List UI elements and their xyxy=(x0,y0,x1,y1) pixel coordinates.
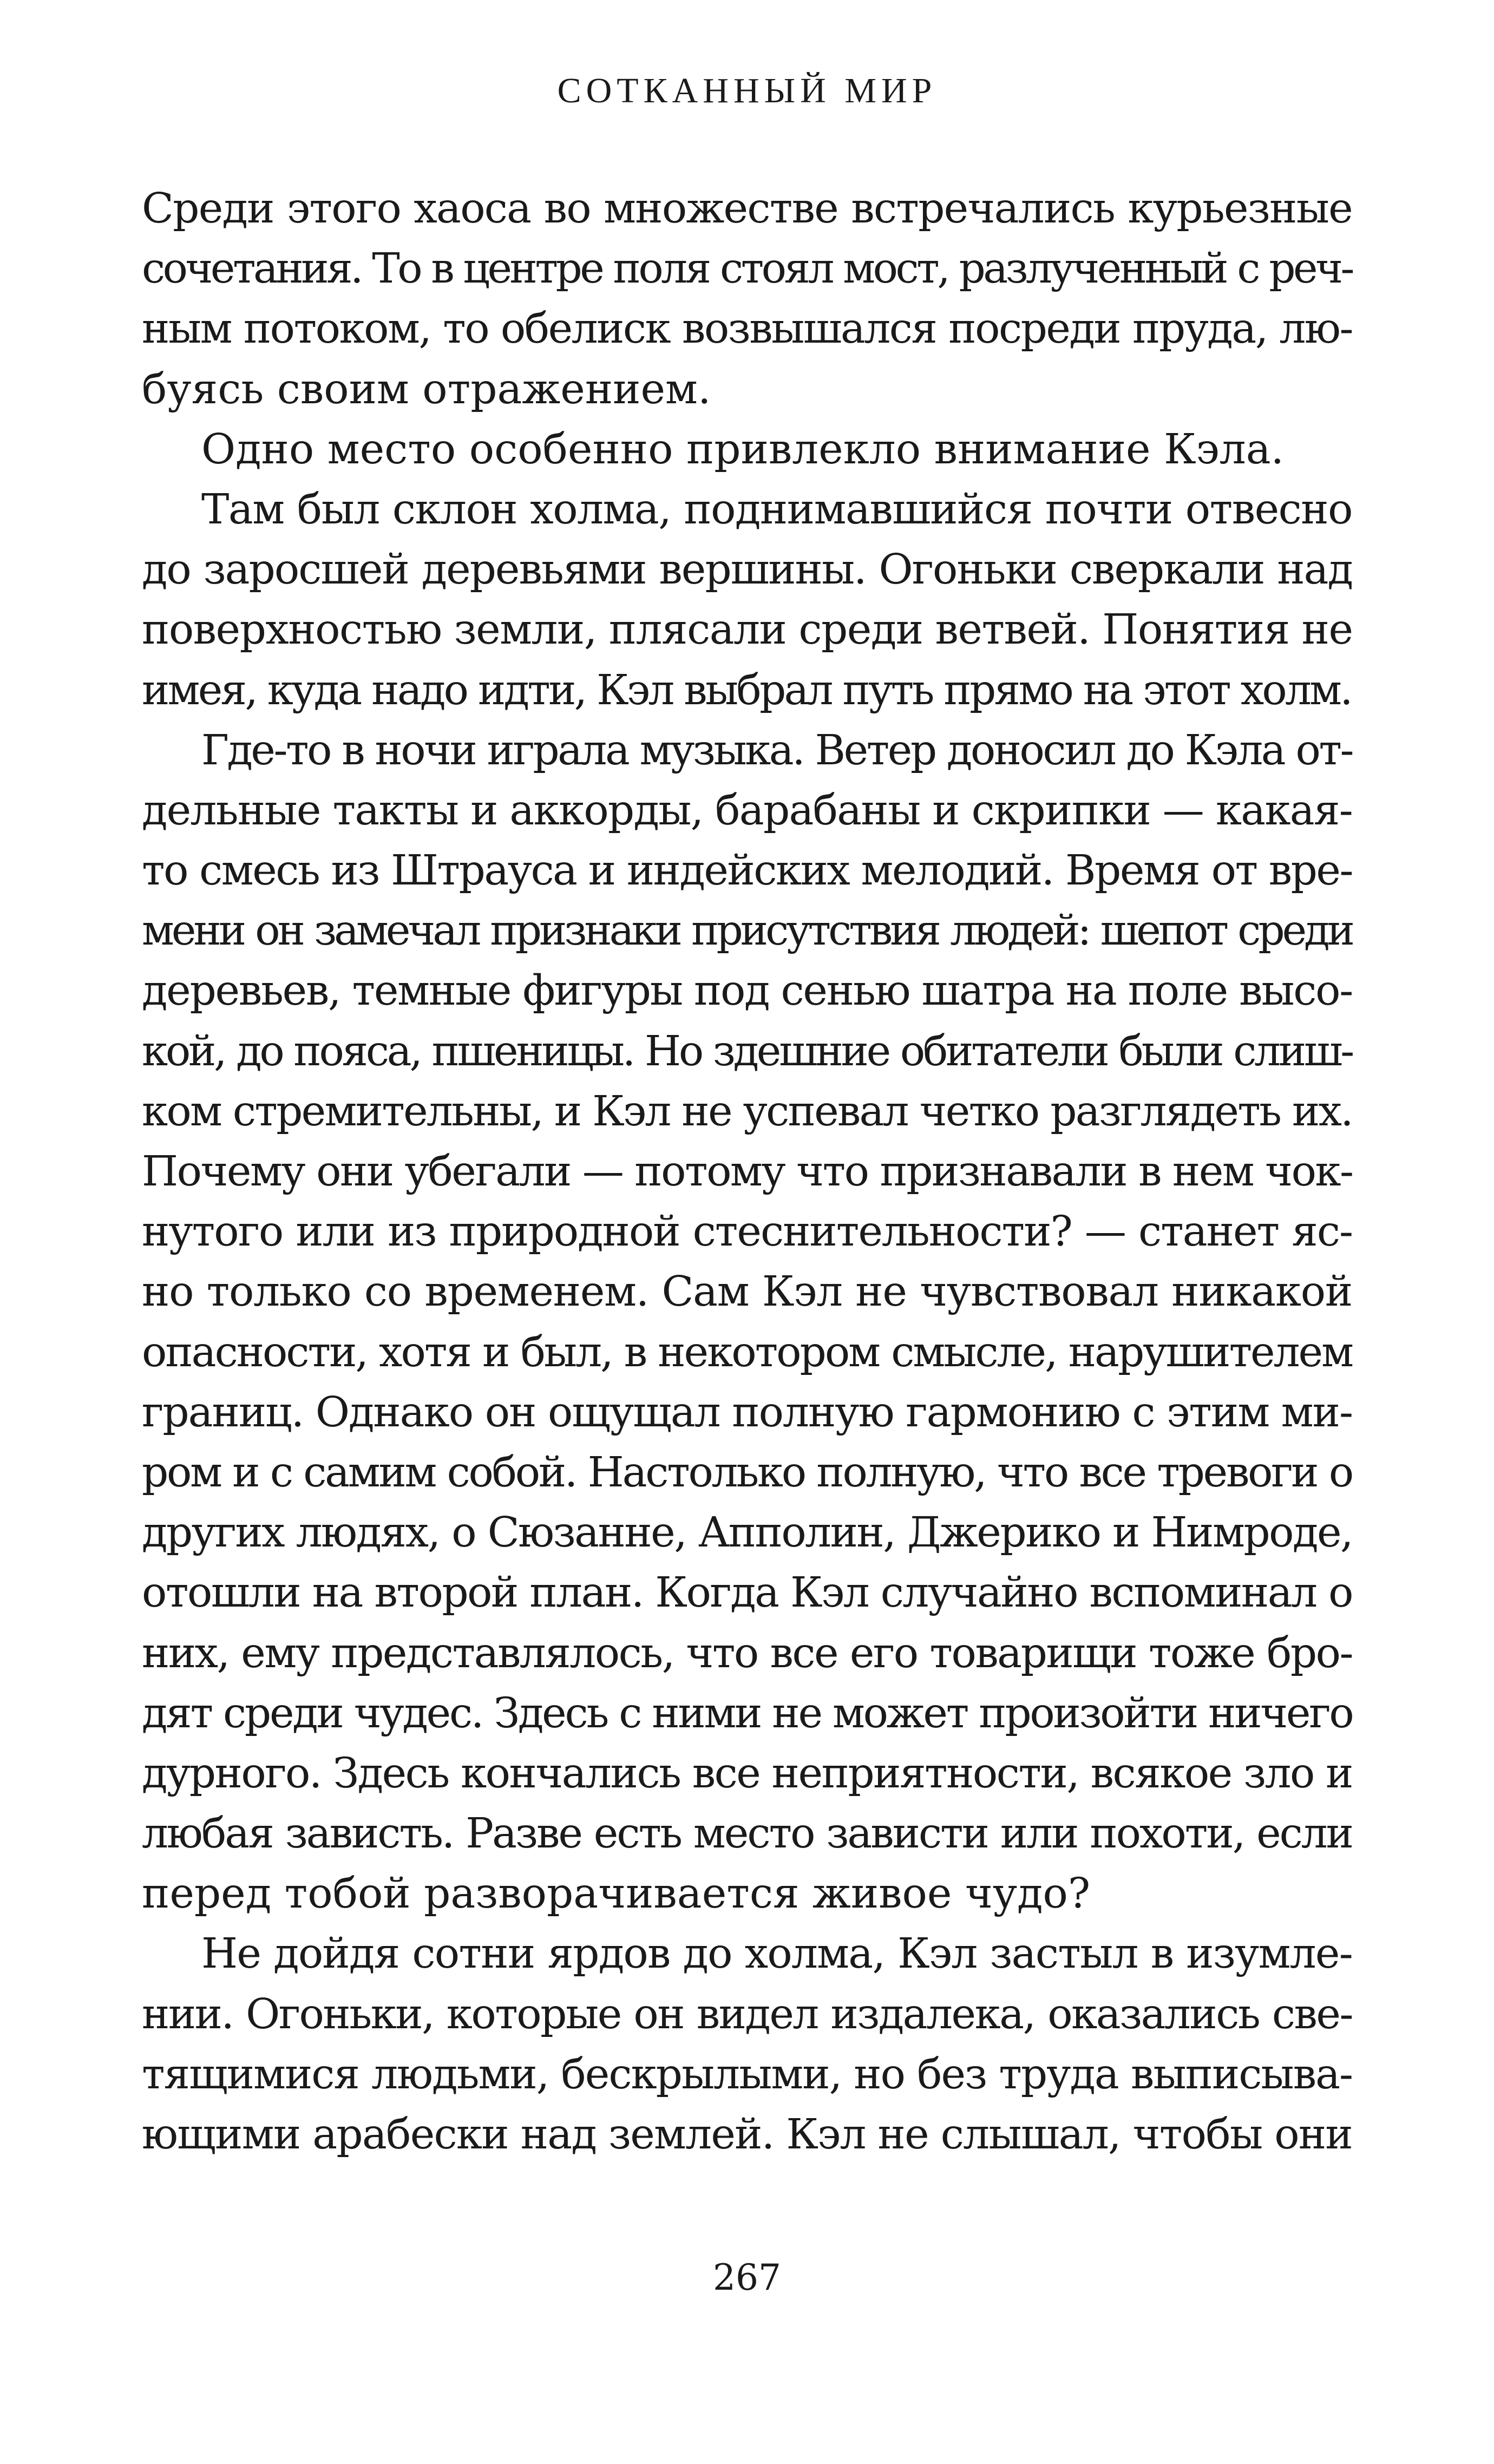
text-line: буясь своим отражением. xyxy=(142,365,711,414)
text-line: Там был склон холма, поднимавшийся почти отвесно xyxy=(201,485,1352,534)
text-line: то смесь из Штрауса и индейских мелодий. Время от вре- xyxy=(142,847,1352,895)
body-text xyxy=(142,179,1352,2165)
text-line: опасности, хотя и был, в некотором смысле, нарушителем xyxy=(142,1328,1352,1377)
text-line: ком стремительны, и Кэл не успевал четко разглядеть их. xyxy=(142,1087,1352,1136)
text-line: мени он замечал признаки присутствия людей: шепот среди xyxy=(142,907,1352,955)
text-line: отошли на второй план. Когда Кэл случайно вспоминал о xyxy=(142,1569,1352,1617)
text-line: дельные такты и аккорды, барабаны и скрипки — какая- xyxy=(142,786,1352,835)
text-line: других людях, о Сюзанне, Апполин, Джерико и Нимроде, xyxy=(142,1509,1352,1557)
text-line: кой, до пояса, пшеницы. Но здешние обитатели были слиш- xyxy=(142,1027,1352,1076)
text-line: дят среди чудес. Здесь с ними не может произойти ничего xyxy=(142,1689,1353,1738)
text-line: любая зависть. Разве есть место зависти или похоти, если xyxy=(142,1810,1352,1858)
text-line: перед тобой разворачивается живое чудо? xyxy=(142,1870,1091,1918)
text-line: нии. Огоньки, которые он видел издалека, оказались све- xyxy=(142,1990,1352,2039)
text-line: Почему они убегали — потому что признавали в нем чок- xyxy=(142,1148,1353,1196)
text-line: деревьев, темные фигуры под сенью шатра на поле высо- xyxy=(142,967,1352,1015)
text-line: ным потоком, то обелиск возвышался посреди пруда, лю- xyxy=(142,305,1352,353)
text-line: поверхностью земли, плясали среди ветвей. Понятия не xyxy=(142,606,1353,654)
text-line: дурного. Здесь кончались все неприятности, всякое зло и xyxy=(142,1749,1352,1798)
text-line: Где-то в ночи играла музыка. Ветер доносил до Кэла от- xyxy=(201,726,1352,775)
text-line: имея, куда надо идти, Кэл выбрал путь прямо на этот холм. xyxy=(142,666,1352,715)
text-line: но только со временем. Сам Кэл не чувствовал никакой xyxy=(142,1268,1352,1316)
text-line: Среди этого хаоса во множестве встречались курьезные xyxy=(142,185,1352,233)
page-number: 267 xyxy=(713,2257,781,2298)
running-head: СОТКАННЫЙ МИР xyxy=(557,71,937,110)
text-line: ром и с самим собой. Настолько полную, что все тревоги о xyxy=(142,1448,1352,1497)
text-line: ющими арабески над землей. Кэл не слышал, чтобы они xyxy=(142,2111,1352,2159)
text-line: границ. Однако он ощущал полную гармонию с этим ми- xyxy=(142,1388,1352,1437)
text-line: них, ему представлялось, что все его товарищи тоже бро- xyxy=(142,1629,1352,1677)
text-line: Не дойдя сотни ярдов до холма, Кэл застыл в изумле- xyxy=(201,1930,1352,1978)
text-line: до заросшей деревьями вершины. Огоньки сверкали над xyxy=(142,546,1352,594)
text-line: сочетания. То в центре поля стоял мост, разлученный с реч- xyxy=(142,245,1352,293)
text-line: Одно место особенно привлекло внимание Кэла. xyxy=(201,425,1285,474)
text-line: нутого или из природной стеснительности? — станет яс- xyxy=(142,1208,1352,1256)
text-line: тящимися людьми, бескрылыми, но без труда выписыва- xyxy=(142,2050,1352,2099)
